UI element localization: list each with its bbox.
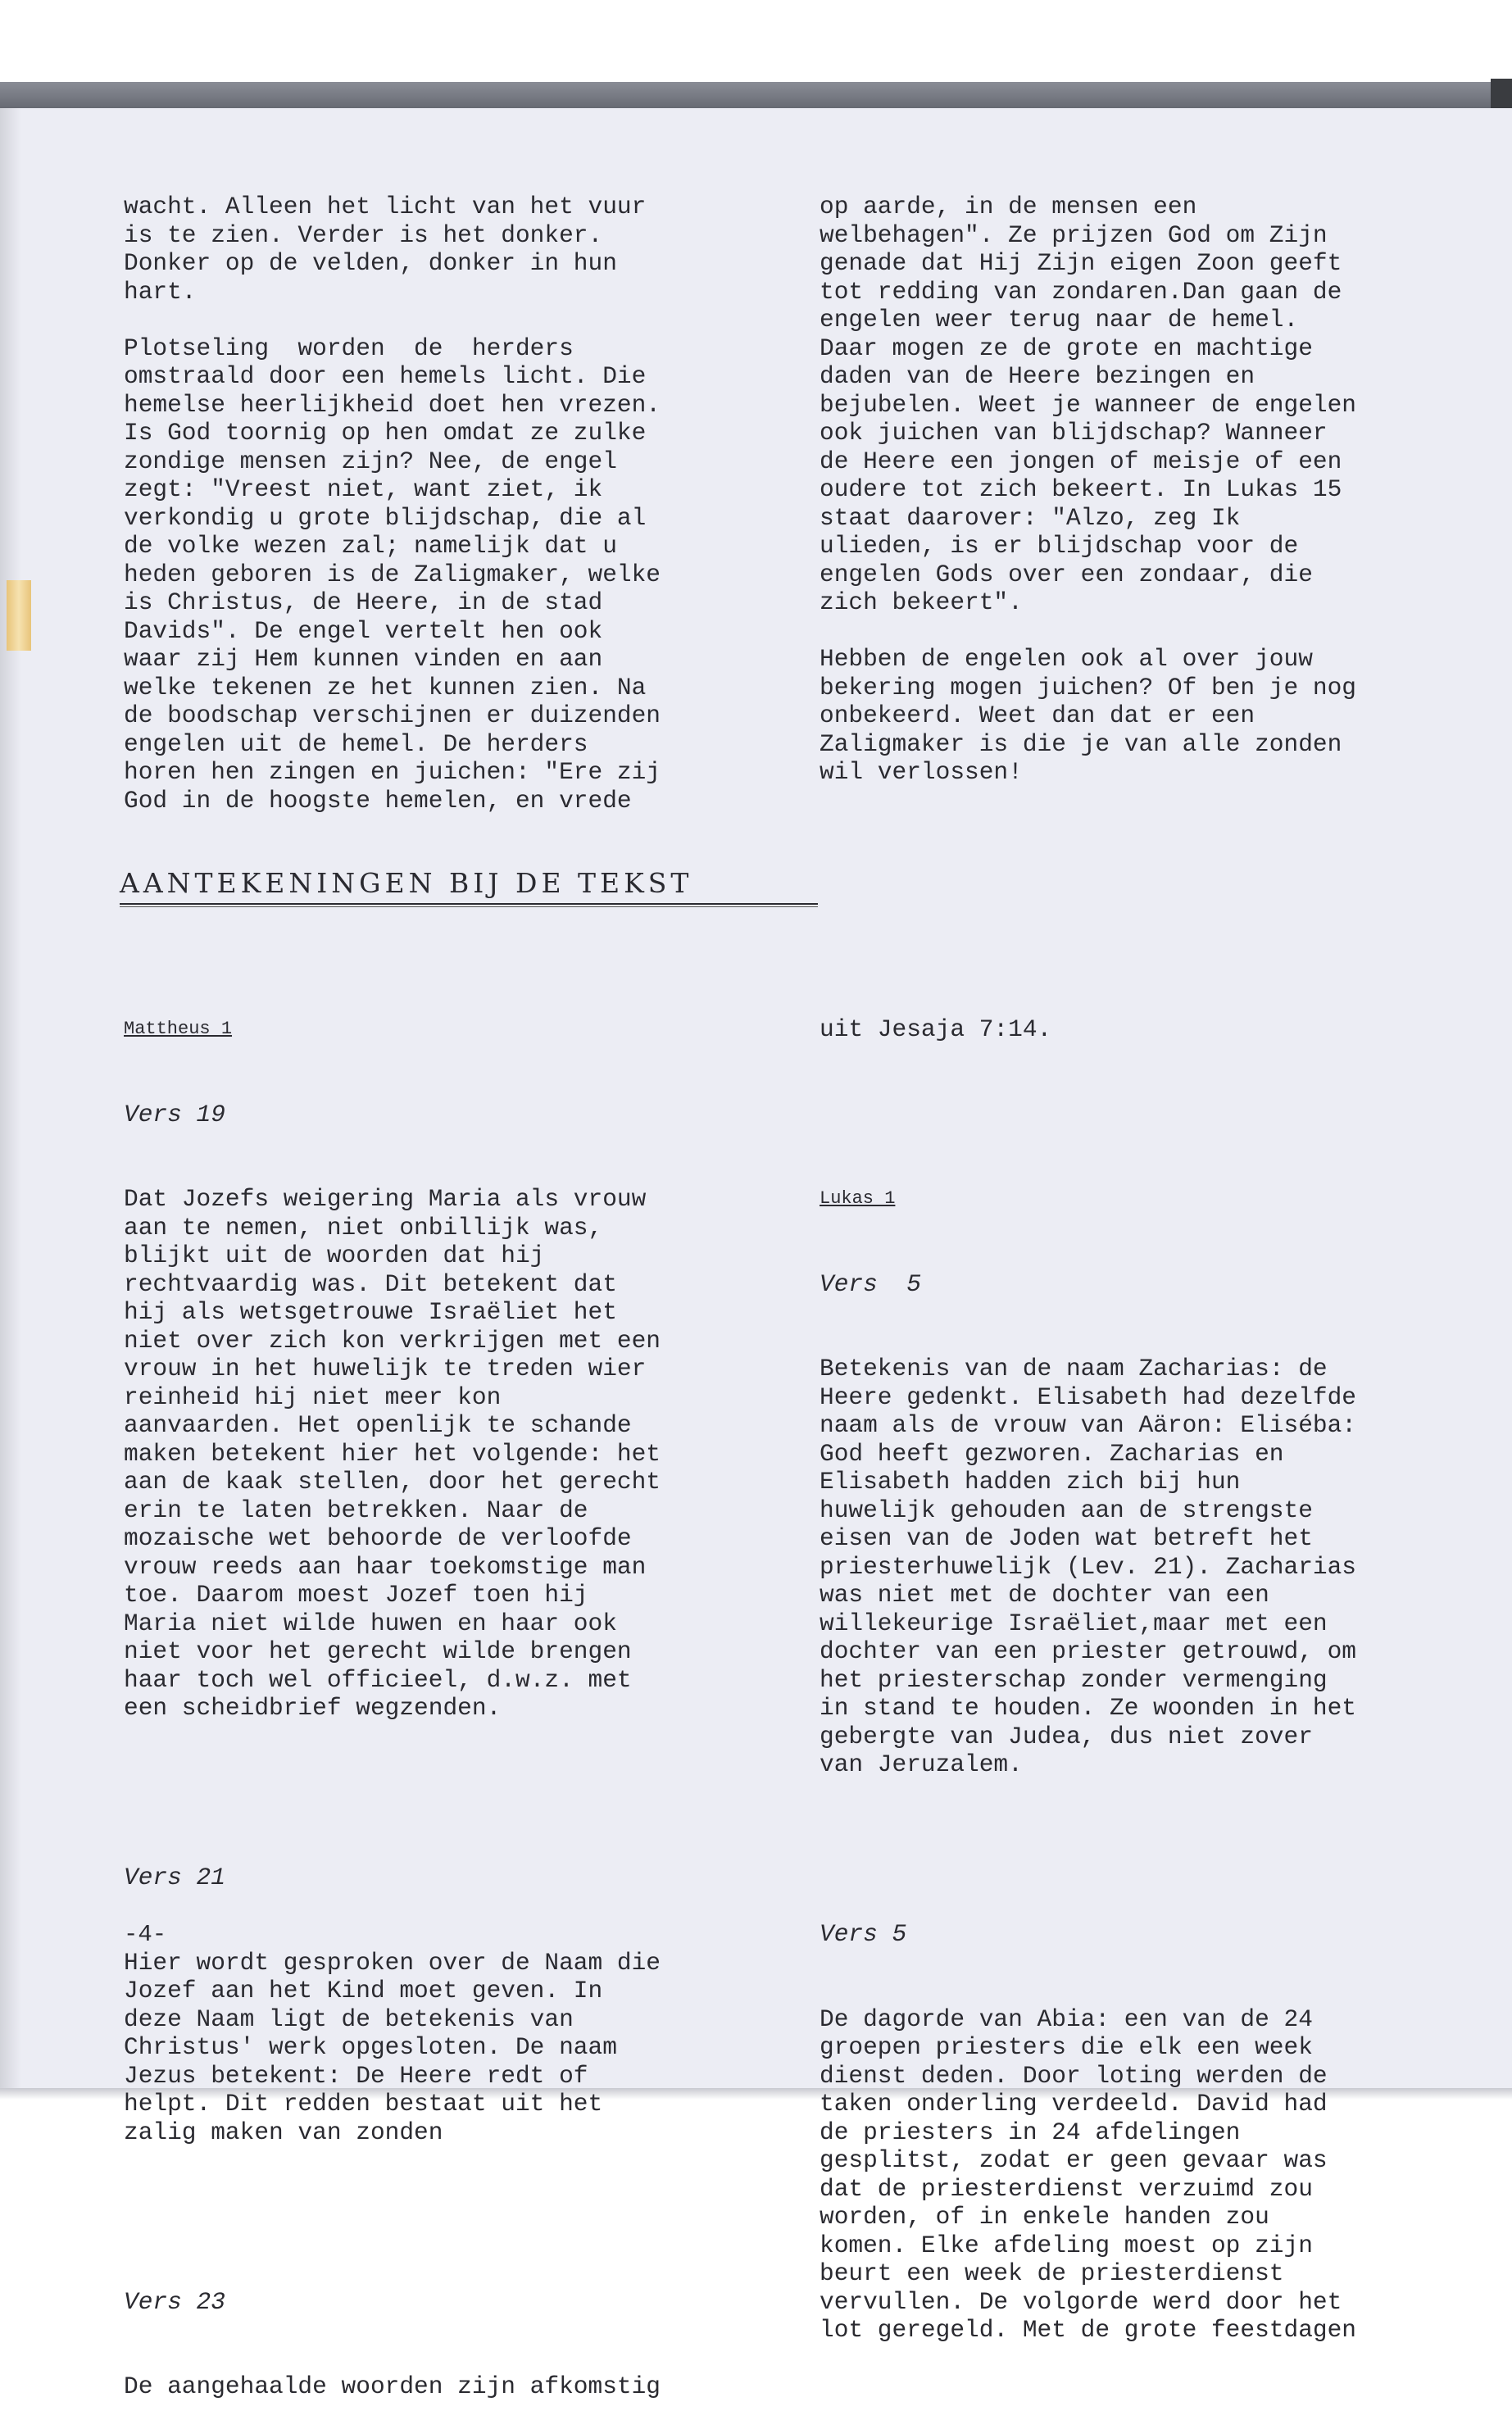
text-line: God in de hoogste hemelen, en vrede — [124, 786, 632, 815]
verse-label-5a: Vers 5 — [820, 1269, 921, 1298]
text-line: engelen Gods over een zondaar, die — [820, 560, 1313, 588]
text-line: hemelse heerlijkheid doet hen vrezen. — [124, 390, 661, 419]
text-line: aan de kaak stellen, door het gerecht — [124, 1468, 661, 1496]
text-line: Hier wordt gesproken over de Naam die — [124, 1948, 661, 1977]
text-line: Dat Jozefs weigering Maria als vrouw — [124, 1185, 647, 1213]
text-line: naam als de vrouw van Aäron: Eliséba: — [820, 1411, 1357, 1439]
text-line: gesplitst, zodat er geen gevaar was — [820, 2146, 1328, 2174]
continuation-text: uit Jesaja 7:14. — [820, 1015, 1052, 1043]
verse-19-text — [124, 1185, 760, 1723]
text-line: welbehagen". Ze prijzen God om Zijn — [820, 220, 1328, 249]
text-line: het priesterschap zonder vermenging — [820, 1665, 1328, 1694]
text-line: was niet met de dochter van een — [820, 1581, 1269, 1609]
text-line: niet voor het gerecht wilde brengen — [124, 1637, 632, 1665]
heading-underline-2 — [120, 906, 818, 907]
text-line: toe. Daarom moest Jozef toen hij — [124, 1581, 588, 1609]
text-line: Heere gedenkt. Elisabeth had dezelfde — [820, 1382, 1357, 1411]
text-line: De aangehaalde woorden zijn afkomstig — [124, 2372, 661, 2400]
verse-label-23: Vers 23 — [124, 2287, 225, 2316]
left-column-top — [124, 193, 760, 815]
text-line: maken betekent hier het volgende: het — [124, 1439, 661, 1468]
text-line: dochter van een priester getrouwd, om — [820, 1637, 1357, 1665]
text-line: dienst deden. Door loting werden de — [820, 2061, 1328, 2090]
text-line: dat de priesterdienst verzuimd zou — [820, 2174, 1313, 2203]
text-line: hij als wetsgetrouwe Israëliet het — [124, 1298, 617, 1326]
text-line: aanvaarden. Het openlijk te schande — [124, 1411, 632, 1439]
text-line: de boodschap verschijnen er duizenden — [124, 701, 661, 729]
text-line: genade dat Hij Zijn eigen Zoon geeft — [820, 249, 1342, 277]
text-line: op aarde, in de mensen een — [820, 193, 1197, 220]
text-line: omstraald door een hemels licht. Die — [124, 362, 647, 390]
text-line — [124, 306, 760, 334]
book-reference-mattheus: Mattheus 1 — [124, 1019, 233, 1039]
text-line: de volke wezen zal; namelijk dat u — [124, 532, 617, 560]
text-line: zegt: "Vreest niet, want ziet, ik — [124, 475, 603, 503]
text-line: vrouw in het huwelijk te treden wier — [124, 1355, 647, 1382]
text-line: mozaische wet behoorde de verloofde — [124, 1524, 632, 1552]
text-line: bekering mogen juichen? Of ben je nog — [820, 673, 1357, 701]
text-line: komen. Elke afdeling moest op zijn — [820, 2231, 1313, 2259]
text-line: waar zij Hem kunnen vinden en aan — [124, 645, 603, 673]
page-edge — [0, 108, 21, 2100]
text-line: lot geregeld. Met de grote feestdagen — [820, 2316, 1357, 2344]
verse-5a-text — [820, 1355, 1455, 1779]
text-line: vervullen. De volgorde werd door het — [820, 2287, 1342, 2316]
text-line: zondige mensen zijn? Nee, de engel — [124, 447, 617, 475]
text-line: beurt een week de priesterdienst — [820, 2259, 1284, 2287]
text-line: onbekeerd. Weet dan dat er een — [820, 701, 1255, 729]
text-line: De dagorde van Abia: een van de 24 — [820, 2004, 1313, 2033]
text-line: van Jeruzalem. — [820, 1750, 1023, 1778]
section-heading: AANTEKENINGEN BIJ DE TEKST — [120, 867, 693, 899]
left-notes-column — [124, 959, 760, 2429]
page-number: -4- — [124, 1921, 167, 1948]
text-line: staat daarover: "Alzo, zeg Ik — [820, 503, 1241, 532]
heading-underline — [120, 903, 818, 905]
text-line: bejubelen. Weet je wanneer de engelen — [820, 390, 1357, 419]
right-notes-column — [820, 959, 1455, 2372]
text-line: Zaligmaker is die je van alle zonden — [820, 729, 1342, 758]
text-line: Donker op de velden, donker in hun — [124, 249, 617, 277]
text-line: verkondig u grote blijdschap, die al — [124, 503, 647, 532]
text-line: aan te nemen, niet onbillijk was, — [124, 1213, 603, 1242]
verse-label-19: Vers 19 — [124, 1100, 225, 1128]
text-line: groepen priesters die elk een week — [820, 2033, 1313, 2061]
text-line: horen hen zingen en juichen: "Ere zij — [124, 758, 661, 786]
text-line: taken onderling verdeeld. David had — [820, 2090, 1328, 2118]
text-line: zich bekeert". — [820, 588, 1023, 616]
text-line: engelen uit de hemel. De herders — [124, 729, 588, 758]
text-line: huwelijk gehouden aan de strengste — [820, 1496, 1313, 1524]
text-line: rechtvaardig was. Dit betekent dat — [124, 1269, 617, 1298]
page-tab-marker — [7, 580, 31, 651]
book-reference-lukas: Lukas 1 — [820, 1188, 896, 1209]
text-line: zalig maken van zonden — [124, 2118, 443, 2146]
text-line: eisen van de Joden wat betreft het — [820, 1524, 1313, 1552]
text-line: is te zien. Verder is het donker. — [124, 220, 603, 249]
text-line: Maria niet wilde huwen en haar ook — [124, 1609, 617, 1637]
text-line: oudere tot zich bekeert. In Lukas 15 — [820, 475, 1342, 503]
text-line: daden van de Heere bezingen en — [820, 362, 1255, 390]
text-line: is Christus, de Heere, in de stad — [124, 588, 603, 616]
text-line: blijkt uit de woorden dat hij — [124, 1242, 545, 1269]
text-line: Hebben de engelen ook al over jouw — [820, 645, 1313, 673]
text-line: engelen weer terug naar de hemel. — [820, 306, 1299, 334]
text-line: God heeft gezworen. Zacharias en — [820, 1439, 1284, 1468]
text-line: vrouw reeds aan haar toekomstige man — [124, 1552, 647, 1581]
text-line: priesterhuwelijk (Lev. 21). Zacharias — [820, 1552, 1357, 1581]
text-line: gebergte van Judea, dus niet zover — [820, 1722, 1313, 1750]
text-line: willekeurige Israëliet,maar met een — [820, 1609, 1328, 1637]
text-line: hart. — [124, 277, 197, 306]
text-line: een scheidbrief wegzenden. — [124, 1694, 502, 1722]
text-line: de priesters in 24 afdelingen — [820, 2118, 1241, 2146]
text-line: deze Naam ligt de betekenis van — [124, 2004, 574, 2033]
text-line: niet over zich kon verkrijgen met een — [124, 1326, 661, 1355]
text-line: reinheid hij niet meer kon — [124, 1382, 502, 1411]
text-line: haar toch wel officieel, d.w.z. met — [124, 1665, 632, 1694]
text-line: in stand te houden. Ze woonden in het — [820, 1694, 1357, 1722]
verse-23-text — [124, 2372, 760, 2401]
text-line: Davids". De engel vertelt hen ook — [124, 616, 603, 645]
text-line: Is God toornig op hen omdat ze zulke — [124, 419, 647, 447]
verse-5b-text — [820, 2005, 1455, 2345]
text-line: heden geboren is de Zaligmaker, welke — [124, 560, 661, 588]
text-line: wil verlossen! — [820, 758, 1023, 786]
text-line: helpt. Dit redden bestaat uit het — [124, 2090, 603, 2118]
text-line: erin te laten betrekken. Naar de — [124, 1496, 588, 1524]
verse-label-5b: Vers 5 — [820, 1920, 907, 1948]
text-line: wacht. Alleen het licht van het vuur — [124, 193, 647, 220]
right-column-top — [820, 193, 1455, 787]
text-line: tot redding van zondaren.Dan gaan de — [820, 277, 1342, 306]
text-line: Plotseling worden de herders — [124, 334, 574, 362]
verse-21-text — [124, 1949, 760, 2147]
text-line: Betekenis van de naam Zacharias: de — [820, 1355, 1328, 1382]
text-line: welke tekenen ze het kunnen zien. Na — [124, 673, 647, 701]
text-line: Jezus betekent: De Heere redt of — [124, 2061, 588, 2090]
text-line: Jozef aan het Kind moet geven. In — [124, 1977, 603, 2004]
text-line: Daar mogen ze de grote en machtige — [820, 334, 1313, 362]
text-line — [820, 617, 1455, 646]
text-line: worden, of in enkele handen zou — [820, 2203, 1269, 2231]
text-line: Elisabeth hadden zich bij hun — [820, 1468, 1241, 1496]
text-line: ulieden, is er blijdschap voor de — [820, 532, 1299, 560]
verse-label-21: Vers 21 — [124, 1864, 225, 1891]
text-line: ook juichen van blijdschap? Wanneer — [820, 419, 1328, 447]
text-line: Christus' werk opgesloten. De naam — [124, 2033, 617, 2061]
text-line: de Heere een jongen of meisje of een — [820, 447, 1342, 475]
